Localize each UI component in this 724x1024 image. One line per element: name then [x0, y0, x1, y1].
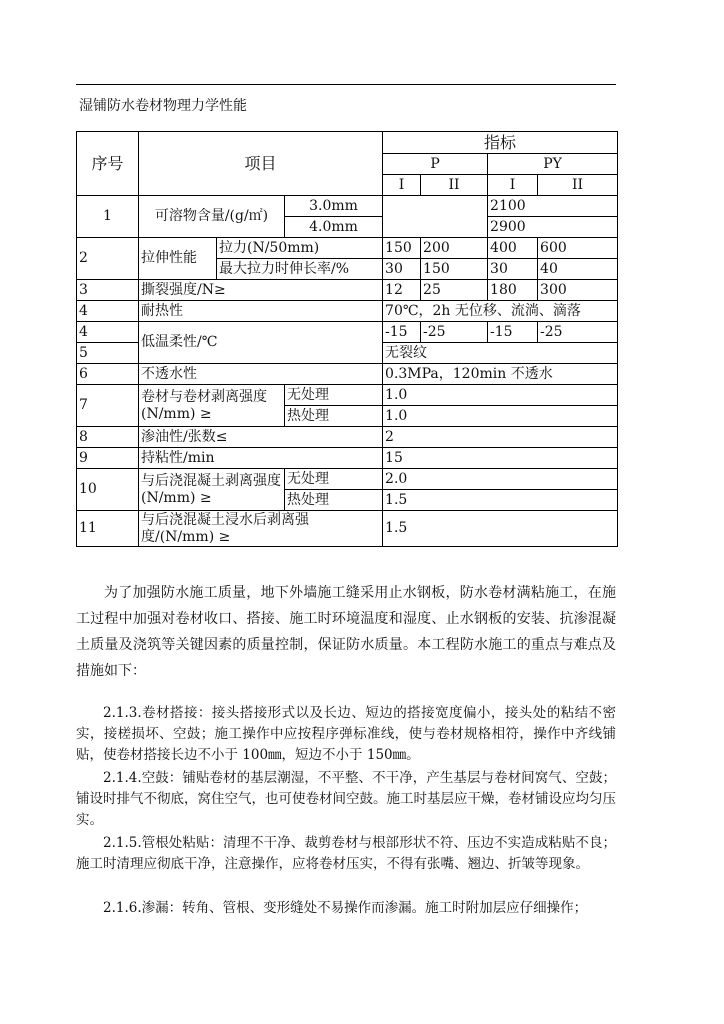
cell-value: 70℃，2h 无位移、流淌、滴落: [383, 301, 618, 322]
cell-item: 渗油性/张数≤: [139, 427, 383, 448]
cell-sub: 热处理: [285, 406, 383, 427]
cell-sub: 3.0mm: [285, 196, 383, 217]
cell-value: 200: [421, 238, 488, 259]
cell-sub: 无处理: [285, 469, 383, 490]
cell-value: 40: [538, 259, 618, 280]
cell-sub: 最大拉力时伸长率/%: [217, 259, 383, 280]
top-rule: [76, 84, 616, 85]
cell-value: 无裂纹: [383, 343, 618, 364]
table-row: [77, 469, 618, 490]
header-index: 指标: [383, 132, 618, 154]
cell-value: 1.0: [383, 385, 618, 406]
cell-value: 1.5: [383, 490, 618, 511]
header-py-ii: II: [538, 175, 618, 196]
cell-no: 4: [77, 322, 139, 343]
cell-item: 与后浇混凝土剥离强度(N/mm) ≥: [139, 469, 285, 511]
table-row: [77, 132, 618, 154]
cell-item: 低温柔性/℃: [139, 322, 383, 364]
cell-value: 30: [488, 259, 538, 280]
cell-no: 4: [77, 301, 139, 322]
cell-value: 180: [488, 280, 538, 301]
cell-no: 5: [77, 343, 139, 364]
header-group-py: PY: [488, 154, 618, 175]
cell-item: 持粘性/min: [139, 448, 383, 469]
cell-sub: 无处理: [285, 385, 383, 406]
cell-value: -15: [488, 322, 538, 343]
cell-no: 7: [77, 385, 139, 427]
cell-value: 2900: [488, 217, 618, 238]
table-row: [77, 427, 618, 448]
table-row: [77, 448, 618, 469]
cell-no: 1: [77, 196, 139, 238]
table-row: [77, 511, 618, 547]
header-item: 项目: [139, 132, 383, 196]
cell-no: 3: [77, 280, 139, 301]
header-group-p: P: [383, 154, 488, 175]
cell-no: 2: [77, 238, 139, 280]
table-row: [77, 238, 618, 259]
cell-item: 不透水性: [139, 364, 383, 385]
header-py-i: I: [488, 175, 538, 196]
header-p-ii: II: [421, 175, 488, 196]
cell-value: 12: [383, 280, 421, 301]
cell-sub: 热处理: [285, 490, 383, 511]
cell-empty: [383, 196, 488, 238]
table-row: [77, 280, 618, 301]
cell-value: 0.3MPa，120min 不透水: [383, 364, 618, 385]
cell-no: 10: [77, 469, 139, 511]
table-row: [77, 322, 618, 343]
cell-sub: 4.0mm: [285, 217, 383, 238]
header-p-i: I: [383, 175, 421, 196]
properties-table: [76, 131, 618, 547]
table-row: [77, 385, 618, 406]
header-no: 序号: [77, 132, 139, 196]
cell-item: 拉伸性能: [139, 238, 217, 280]
cell-value: 2: [383, 427, 618, 448]
cell-no: 8: [77, 427, 139, 448]
cell-value: 1.5: [383, 511, 618, 547]
table-caption: 湿铺防水卷材物理力学性能: [79, 98, 247, 114]
cell-sub: 拉力(N/50mm): [217, 238, 383, 259]
paragraph-2-1-3: 2.1.3.卷材搭接：接头搭接形式以及长边、短边的搭接宽度偏小，接头处的粘结不密实，接槎损坏、空鼓；施工操作中应按程序弹标准线，使与卷材规格相符，操作中齐线铺贴，使卷材搭接长边不小于 100㎜，短边不小于 150㎜。: [76, 705, 616, 763]
intro-paragraph: 为了加强防水施工质量，地下外墙施工缝采用止水钢板，防水卷材满粘施工，在施工过程中加强对卷材收口、搭接、施工时环境温度和湿度、止水钢板的安装、抗渗混凝土质量及浇筑等关键因素的质量控制，保证防水质量。本工程防水施工的重点与难点及措施如下：: [76, 585, 616, 679]
cell-value: 150: [383, 238, 421, 259]
cell-item: 可溶物含量/(g/㎡): [139, 196, 285, 238]
cell-value: 600: [538, 238, 618, 259]
paragraph-2-1-5: 2.1.5.管根处粘贴：清理不干净、裁剪卷材与根部形状不符、压边不实造成粘贴不良；施工时清理应彻底干净，注意操作，应将卷材压实，不得有张嘴、翘边、折皱等现象。: [76, 835, 616, 872]
cell-value: 25: [421, 280, 488, 301]
cell-value: 2100: [488, 196, 618, 217]
cell-item: 卷材与卷材剥离强度(N/mm) ≥: [139, 385, 285, 427]
table-row: [77, 196, 618, 217]
cell-value: 15: [383, 448, 618, 469]
cell-value: -25: [421, 322, 488, 343]
cell-value: -15: [383, 322, 421, 343]
cell-value: 400: [488, 238, 538, 259]
paragraph-2-1-6: 2.1.6.渗漏：转角、管根、变形缝处不易操作而渗漏。施工时附加层应仔细操作；: [103, 900, 588, 916]
cell-item: 撕裂强度/N≥: [139, 280, 383, 301]
cell-no: 9: [77, 448, 139, 469]
cell-value: 2.0: [383, 469, 618, 490]
cell-item: 耐热性: [139, 301, 383, 322]
cell-item: 与后浇混凝土浸水后剥离强度/(N/mm) ≥: [139, 511, 383, 547]
table-row: [77, 301, 618, 322]
cell-value: 30: [383, 259, 421, 280]
cell-no: 6: [77, 364, 139, 385]
cell-value: 1.0: [383, 406, 618, 427]
cell-value: -25: [538, 322, 618, 343]
table-row: [77, 364, 618, 385]
cell-no: 11: [77, 511, 139, 547]
cell-value: 150: [421, 259, 488, 280]
cell-value: 300: [538, 280, 618, 301]
paragraph-2-1-4: 2.1.4.空鼓：铺贴卷材的基层潮湿，不平整、不干净，产生基层与卷材间窝气、空鼓；铺设时排气不彻底，窝住空气，也可使卷材间空鼓。施工时基层应干燥，卷材铺设应均匀压实。: [76, 770, 616, 828]
